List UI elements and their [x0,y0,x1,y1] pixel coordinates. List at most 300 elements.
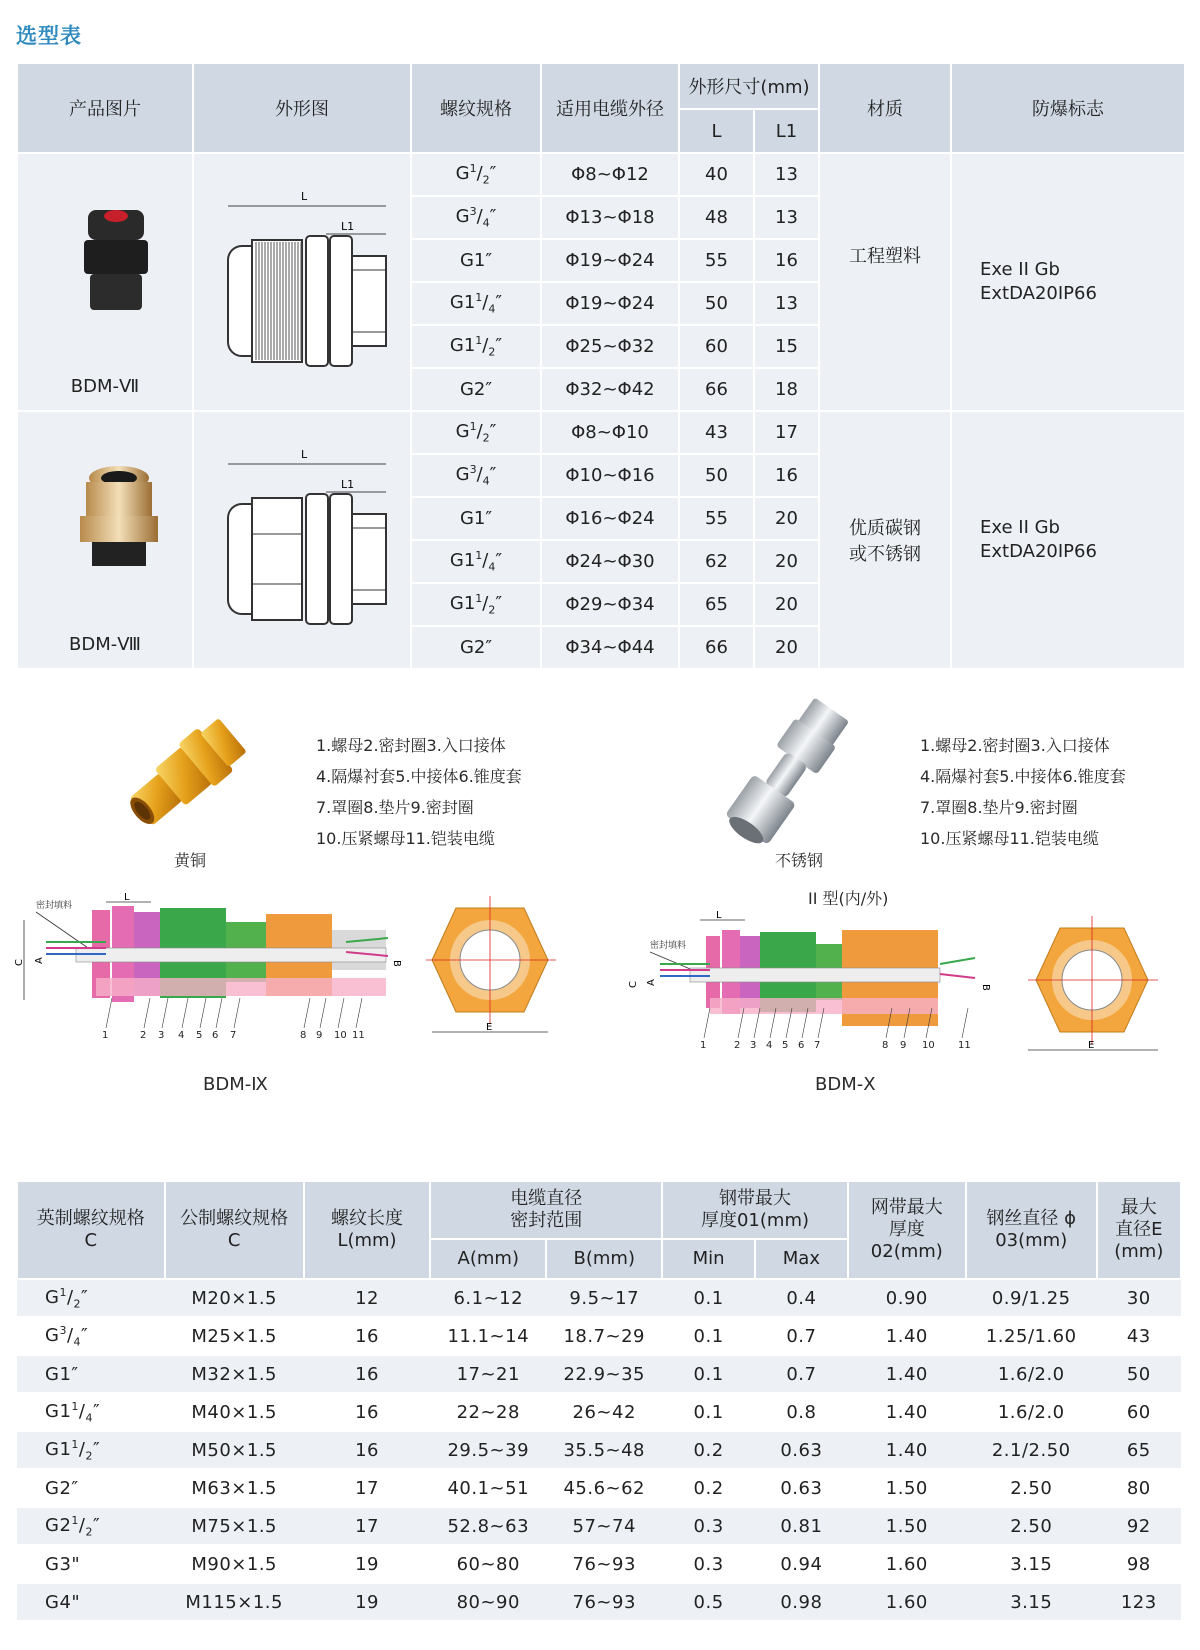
dim-C-label: C [628,981,639,988]
diagram-L-label: L [301,448,308,461]
diagram-L-label: L [301,190,308,203]
wire-cell: 2.1/2.50 [966,1431,1097,1469]
header-line: 02(mm) [870,1241,943,1262]
thread-cell [411,196,541,239]
thread-cell [411,626,541,669]
dim-C-label: C [14,959,25,966]
dim-L-cell: 66 [679,368,754,411]
max-e-cell: 43 [1097,1317,1181,1355]
callout-number: 8 [882,1040,889,1051]
header-line: C [227,1230,241,1251]
steel-max-cell: 0.4 [755,1279,848,1317]
callout-number: 1 [700,1040,707,1051]
steel-min-cell: 0.3 [662,1545,755,1583]
thread-length-cell: 17 [304,1507,431,1545]
callout-number: 9 [316,1030,323,1041]
thread-spec: G3" [45,1553,81,1575]
dim-L-label: L [124,892,130,903]
cable-b-cell: 45.6~62 [546,1469,662,1507]
thread-spec: G1″ [459,250,493,271]
table-row [17,1507,1181,1545]
thread-spec: $G1^1/_2''$ [45,1437,101,1463]
header-wire [966,1181,1097,1279]
thread-cell [411,325,541,368]
header-steel-band [662,1181,848,1239]
armored-right-components [920,730,1126,854]
header-line: 螺纹长度 [331,1208,404,1229]
header-thread-length [304,1181,431,1279]
header-line: 英制螺纹规格 [36,1208,145,1229]
imperial-thread-cell [17,1279,165,1317]
cable-od-cell: Φ8~Φ12 [541,153,679,196]
cable-a-cell: 60~80 [430,1545,546,1583]
mesh-cell: 1.50 [848,1507,966,1545]
diagram-L1-label: L1 [341,220,355,233]
imperial-thread-cell [17,1507,165,1545]
component-line: 10.压紧螺母11.铠装电缆 [920,829,1099,848]
table-row [17,1431,1181,1469]
thread-cell [411,583,541,626]
cable-od-cell: Φ10~Φ16 [541,454,679,497]
outline-drawing [206,442,406,662]
wire-cell: 3.15 [966,1545,1097,1583]
wire-cell: 0.9/1.25 [966,1279,1097,1317]
wire-cell: 2.50 [966,1469,1097,1507]
thread-cell [411,368,541,411]
dim-L1-cell: 16 [754,454,819,497]
header-A: A(mm) [430,1239,546,1279]
callout-leader [338,998,344,1028]
dim-L-cell: 50 [679,282,754,325]
header-material: 材质 [819,63,951,153]
spec-table [16,1180,1182,1622]
cable-b-cell: 9.5~17 [546,1279,662,1317]
thread-spec: $G1^1/_2''$ [449,334,503,359]
ex-mark-cell [951,153,1185,411]
thread-cell [411,239,541,282]
cable-od-cell: Φ29~Φ34 [541,583,679,626]
max-e-cell: 50 [1097,1355,1181,1393]
thread-cell [411,282,541,325]
dim-L-cell: 48 [679,196,754,239]
header-cable-dia [430,1181,662,1239]
table-row [17,1469,1181,1507]
thread-spec: $G^1/_2''$ [455,162,497,187]
thread-spec: $G^1/_2''$ [45,1285,89,1311]
header-L1: L1 [754,109,819,153]
mesh-cell: 1.40 [848,1317,966,1355]
metric-thread-cell: M40×1.5 [165,1393,304,1431]
armored-left-components [316,730,522,854]
dim-L1-cell: 13 [754,196,819,239]
thread-spec: G4" [45,1591,81,1613]
fill-label: 密封填料 [36,901,73,911]
callout-number: 7 [814,1040,821,1051]
cable-od-cell: Φ8~Φ10 [541,411,679,454]
wire-cell: 1.6/2.0 [966,1355,1097,1393]
steel-min-cell: 0.5 [662,1583,755,1621]
cable-b-cell: 57~74 [546,1507,662,1545]
mesh-cell: 1.60 [848,1545,966,1583]
model-label: BDM-Ⅶ [70,376,140,397]
outline-diagram-cell [193,411,411,669]
thread-spec: $G^1/_2''$ [455,420,497,445]
metric-thread-cell: M50×1.5 [165,1431,304,1469]
dim-E-label: E [486,1022,493,1033]
thread-length-cell: 16 [304,1355,431,1393]
thread-spec: $G^3/_4''$ [45,1323,89,1349]
outline-diagram-cell [193,153,411,411]
cable-od-cell: Φ34~Φ44 [541,626,679,669]
component-line: 10.压紧螺母11.铠装电缆 [316,829,495,848]
callout-leader [704,1008,710,1038]
cable-a-cell: 52.8~63 [430,1507,546,1545]
diagram-L1-label: L1 [341,478,355,491]
cable-od-cell: Φ24~Φ30 [541,540,679,583]
dim-L-cell: 40 [679,153,754,196]
thread-spec: $G1^1/_4''$ [449,291,503,316]
thread-spec: $G1^1/_4''$ [449,549,503,574]
thread-spec: G1″ [459,508,493,529]
cable-a-cell: 11.1~14 [430,1317,546,1355]
callout-leader [162,998,168,1028]
thread-length-cell: 12 [304,1279,431,1317]
header-thread: 螺纹规格 [411,63,541,153]
steel-max-cell: 0.7 [755,1355,848,1393]
max-e-cell: 123 [1097,1583,1181,1621]
cable-b-cell: 22.9~35 [546,1355,662,1393]
table-row [17,1393,1181,1431]
dim-L-cell: 50 [679,454,754,497]
max-e-cell: 65 [1097,1431,1181,1469]
product-photo-cell [17,153,193,411]
steel-max-cell: 0.63 [755,1431,848,1469]
dim-L1-cell: 13 [754,153,819,196]
steel-min-cell: 0.1 [662,1279,755,1317]
cable-od-cell: Φ19~Φ24 [541,282,679,325]
max-e-cell: 98 [1097,1545,1181,1583]
header-ex-mark: 防爆标志 [951,63,1185,153]
callout-number: 11 [352,1030,365,1041]
table-row [17,1355,1181,1393]
dim-L1-cell: 16 [754,239,819,282]
wire-cell: 2.50 [966,1507,1097,1545]
dim-B-label: B [980,984,991,991]
header-line: 网带最大 [870,1197,943,1218]
steel-min-cell: 0.2 [662,1431,755,1469]
imperial-thread-cell [17,1545,165,1583]
dim-L1-cell: 13 [754,282,819,325]
callout-leader [182,998,188,1028]
steel-min-cell: 0.1 [662,1393,755,1431]
cable-od-cell: Φ19~Φ24 [541,239,679,282]
imperial-thread-cell [17,1393,165,1431]
header-line: 03(mm) [995,1230,1068,1251]
mesh-cell: 1.60 [848,1583,966,1621]
wire-cell: 1.25/1.60 [966,1317,1097,1355]
thread-length-cell: 16 [304,1431,431,1469]
max-e-cell: 80 [1097,1469,1181,1507]
dim-E-label: E [1088,1040,1095,1051]
armored-right-photo [700,688,870,858]
callout-leader [234,998,240,1028]
bdm-ix-model-label: BDM-Ⅸ [203,1074,268,1095]
callout-number: 4 [766,1040,773,1051]
armored-right-caption: 不锈钢 [775,851,824,870]
component-line: 7.罩圈8.垫片9.密封圈 [316,798,474,817]
imperial-thread-cell [17,1431,165,1469]
thread-cell [411,153,541,196]
metric-thread-cell: M20×1.5 [165,1279,304,1317]
header-line: (mm) [1114,1241,1164,1262]
callout-number: 5 [196,1030,203,1041]
metric-thread-cell: M25×1.5 [165,1317,304,1355]
cable-b-cell: 18.7~29 [546,1317,662,1355]
bdm-ix-section-diagram [16,890,571,1050]
product-photo [74,462,164,582]
dim-L-cell: 66 [679,626,754,669]
steel-max-cell: 0.98 [755,1583,848,1621]
cable-b-cell: 76~93 [546,1545,662,1583]
cable-b-cell: 35.5~48 [546,1431,662,1469]
material-text: 工程塑料 [849,246,921,267]
dim-A-label: A [34,957,45,964]
metric-thread-cell: M115×1.5 [165,1583,304,1621]
steel-max-cell: 0.63 [755,1469,848,1507]
selection-table [16,62,1186,670]
steel-max-cell: 0.8 [755,1393,848,1431]
callout-number: 11 [958,1040,971,1051]
header-min: Min [662,1239,755,1279]
component-line: 4.隔爆衬套5.中接体6.锥度套 [316,767,522,786]
thread-cell [411,411,541,454]
outline-drawing [206,184,406,404]
callout-number: 6 [212,1030,219,1041]
mesh-cell: 1.40 [848,1393,966,1431]
callout-number: 4 [178,1030,185,1041]
max-e-cell: 60 [1097,1393,1181,1431]
callout-number: 2 [140,1030,147,1041]
dim-L1-cell: 17 [754,411,819,454]
max-e-cell: 30 [1097,1279,1181,1317]
ex-mark-cell [951,411,1185,669]
header-line: 公制螺纹规格 [180,1208,289,1229]
material-cell [819,153,951,411]
table-row [17,1279,1181,1317]
wire-cell: 3.15 [966,1583,1097,1621]
header-metric [165,1181,304,1279]
thread-spec: $G^3/_4''$ [455,463,497,488]
header-line: C [84,1230,98,1251]
header-line: 直径E [1115,1219,1163,1240]
armored-left-caption: 黄铜 [174,851,207,870]
table-row [17,411,1185,454]
mesh-cell: 1.40 [848,1355,966,1393]
callout-number: 3 [158,1030,165,1041]
callout-number: 5 [782,1040,789,1051]
header-line: L(mm) [337,1230,397,1251]
header-max-e [1097,1181,1181,1279]
thread-length-cell: 17 [304,1469,431,1507]
callout-leader [320,998,326,1028]
callout-number: 3 [750,1040,757,1051]
steel-max-cell: 0.81 [755,1507,848,1545]
cable-b-cell: 76~93 [546,1583,662,1621]
thread-length-cell: 19 [304,1545,431,1583]
header-photo: 产品图片 [17,63,193,153]
table-row [17,1545,1181,1583]
thread-spec: G2″ [459,379,493,400]
material-cell [819,411,951,669]
thread-cell [411,454,541,497]
component-line: 1.螺母2.密封圈3.入口接体 [316,736,506,755]
callout-leader [216,998,222,1028]
header-dimension: 外形尺寸(mm) [679,63,819,109]
dim-L-cell: 62 [679,540,754,583]
header-line: 厚度 [888,1219,925,1240]
fill-label: 密封填料 [650,941,687,951]
dim-L1-cell: 18 [754,368,819,411]
callout-leader [106,998,112,1028]
header-max: Max [755,1239,848,1279]
header-mesh [848,1181,966,1279]
dim-L1-cell: 20 [754,626,819,669]
mesh-cell: 0.90 [848,1279,966,1317]
armored-left-photo [108,705,268,845]
steel-max-cell: 0.94 [755,1545,848,1583]
ex-mark-text: Exe II Gb ExtDA20IP66 [980,517,1097,562]
component-line: 7.罩圈8.垫片9.密封圈 [920,798,1078,817]
callout-leader [200,998,206,1028]
imperial-thread-cell [17,1583,165,1621]
cable-b-cell: 26~42 [546,1393,662,1431]
callout-number: 1 [102,1030,109,1041]
metric-thread-cell: M63×1.5 [165,1469,304,1507]
header-line: 最大 [1120,1197,1157,1218]
ex-mark-text: Exe II Gb ExtDA20IP66 [980,259,1097,304]
model-label: BDM-Ⅷ [69,634,141,655]
dim-L-cell: 43 [679,411,754,454]
cable-a-cell: 6.1~12 [430,1279,546,1317]
header-line: 电缆直径 [510,1188,583,1209]
component-line: 1.螺母2.密封圈3.入口接体 [920,736,1110,755]
product-photo-cell [17,411,193,669]
cable-a-cell: 80~90 [430,1583,546,1621]
dim-L1-cell: 20 [754,583,819,626]
dim-L1-cell: 15 [754,325,819,368]
cable-od-cell: Φ13~Φ18 [541,196,679,239]
table-row [17,1583,1181,1621]
header-line: 钢带最大 [719,1188,791,1209]
bdm-x-model-label: BDM-Ⅹ [815,1074,876,1095]
type-label: II 型(内/外) [808,889,889,908]
metric-thread-cell: M75×1.5 [165,1507,304,1545]
header-imperial [17,1181,165,1279]
cable-a-cell: 22~28 [430,1393,546,1431]
thread-length-cell: 16 [304,1317,431,1355]
thread-spec: $G1^1/_4''$ [45,1399,101,1425]
callout-leader [356,998,362,1028]
callout-number: 9 [900,1040,907,1051]
mesh-cell: 1.50 [848,1469,966,1507]
imperial-thread-cell [17,1469,165,1507]
table-row [17,153,1185,196]
dim-L-cell: 65 [679,583,754,626]
steel-min-cell: 0.3 [662,1507,755,1545]
component-line: 4.隔爆衬套5.中接体6.锥度套 [920,767,1126,786]
material-text: 优质碳钢 或不锈钢 [849,518,921,565]
header-line: 钢丝直径 ϕ [986,1208,1077,1229]
callout-number: 7 [230,1030,237,1041]
header-cable-od: 适用电缆外径 [541,63,679,153]
dim-L-label: L [716,910,722,921]
callout-leader [304,998,310,1028]
cable-od-cell: Φ25~Φ32 [541,325,679,368]
cable-a-cell: 29.5~39 [430,1431,546,1469]
thread-spec: $G1^1/_2''$ [449,592,503,617]
thread-spec: $G2^1/_2''$ [45,1513,101,1539]
dim-L-cell: 55 [679,497,754,540]
thread-length-cell: 16 [304,1393,431,1431]
thread-spec: G1″ [45,1363,79,1385]
cable-od-cell: Φ16~Φ24 [541,497,679,540]
callout-number: 6 [798,1040,805,1051]
imperial-thread-cell [17,1317,165,1355]
cable-a-cell: 40.1~51 [430,1469,546,1507]
thread-cell [411,540,541,583]
header-L: L [679,109,754,153]
steel-max-cell: 0.7 [755,1317,848,1355]
cable-a-cell: 17~21 [430,1355,546,1393]
dim-L-cell: 60 [679,325,754,368]
callout-number: 10 [334,1030,347,1041]
dim-B-label: B [391,960,402,967]
dim-A-label: A [646,979,657,986]
thread-spec: $G^3/_4''$ [455,205,497,230]
dim-L-cell: 55 [679,239,754,282]
thread-cell [411,497,541,540]
table-row [17,1317,1181,1355]
header-B: B(mm) [546,1239,662,1279]
wire-cell: 1.6/2.0 [966,1393,1097,1431]
page-title: 选型表 [16,24,82,48]
callout-number: 8 [300,1030,307,1041]
max-e-cell: 92 [1097,1507,1181,1545]
bdm-x-section-diagram [630,910,1190,1060]
cable-od-cell: Φ32~Φ42 [541,368,679,411]
thread-spec: G2″ [45,1477,79,1499]
steel-min-cell: 0.2 [662,1469,755,1507]
callout-leader [144,998,150,1028]
dim-L1-cell: 20 [754,497,819,540]
steel-min-cell: 0.1 [662,1317,755,1355]
callout-number: 2 [734,1040,741,1051]
steel-min-cell: 0.1 [662,1355,755,1393]
callout-number: 10 [922,1040,935,1051]
metric-thread-cell: M32×1.5 [165,1355,304,1393]
header-line: 密封范围 [510,1210,583,1231]
header-outline: 外形图 [193,63,411,153]
dim-L1-cell: 20 [754,540,819,583]
metric-thread-cell: M90×1.5 [165,1545,304,1583]
thread-length-cell: 19 [304,1583,431,1621]
callout-leader [962,1008,968,1038]
thread-spec: G2″ [459,637,493,658]
mesh-cell: 1.40 [848,1431,966,1469]
product-photo [76,204,156,324]
header-line: 厚度01(mm) [700,1210,810,1231]
imperial-thread-cell [17,1355,165,1393]
